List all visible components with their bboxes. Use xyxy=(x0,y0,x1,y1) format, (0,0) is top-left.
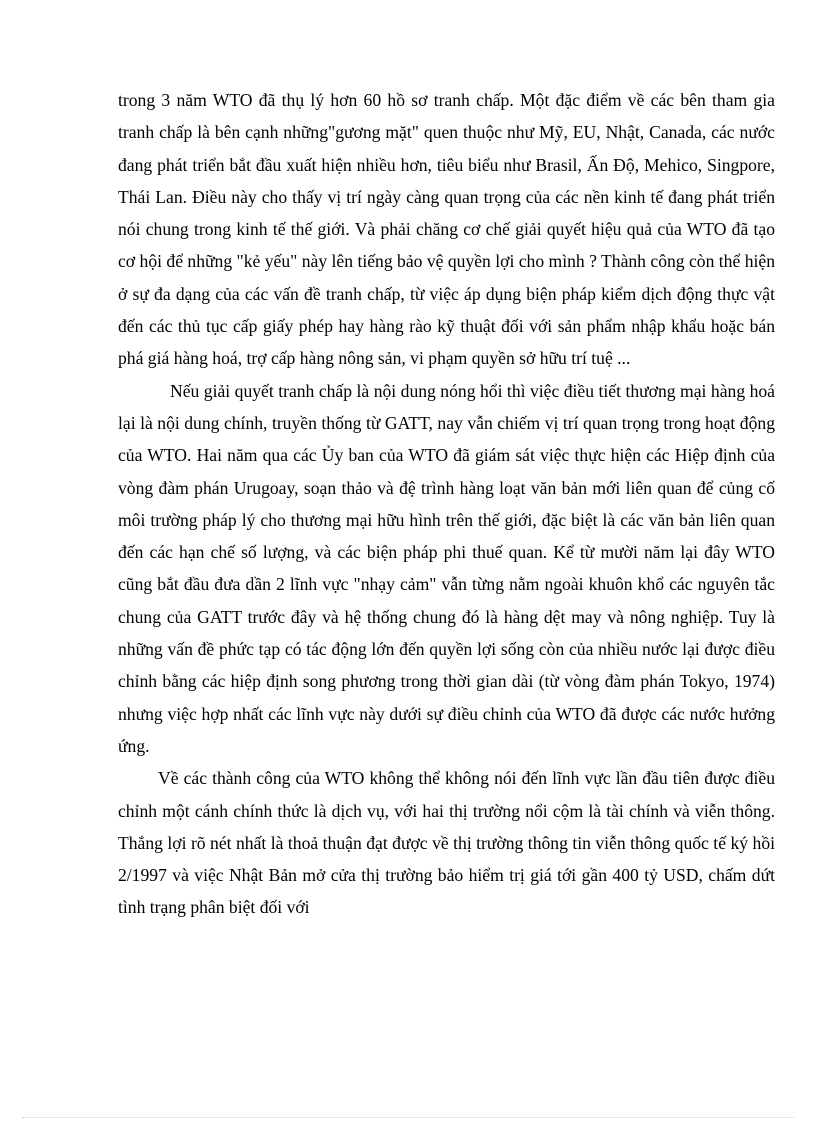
paragraph-3: Về các thành công của WTO không thể không nói đến lĩnh vực lần đầu tiên được điều chỉnh một cánh chính thức là dịch vụ, với hai thị trường nổi cộm là tài chính và viễn thông. Thắng lợi rõ nét nhất là thoả thuận đạt được về thị trường thông tin viễn thông quốc tế ký hồi 2/1997 và việc Nhật Bản mở cửa thị trường bảo hiểm trị giá tới gần 400 tỷ USD, chấm dứt tình trạng phân biệt đối với xyxy=(118,768,775,918)
paragraph-1: trong 3 năm WTO đã thụ lý hơn 60 hồ sơ tranh chấp. Một đặc điểm về các bên tham gia tranh chấp là bên cạnh những"gương mặt" quen thuộc như Mỹ, EU, Nhật, Canada, các nước đang phát triển bắt đầu xuất hiện nhiều hơn, tiêu biểu như Brasil, Ấn Độ, Mehico, Singpore, Thái Lan. Điều này cho thấy vị trí ngày càng quan trọng của các nền kinh tế đang phát triển nói chung trong kinh tế thế giới. Và phải chăng cơ chế giải quyết hiệu quả của WTO đã tạo cơ hội để những "kẻ yếu" này lên tiếng bảo vệ quyền lợi cho mình ? Thành công còn thể hiện ở sự đa dạng của các vấn đề tranh chấp, từ việc áp dụng biện pháp kiểm dịch động thực vật đến các thủ tục cấp giấy phép hay hàng rào kỹ thuật đối với sản phẩm nhập khẩu hoặc bán phá giá hàng hoá, trợ cấp hàng nông sản, vi phạm quyền sở hữu trí tuệ ... xyxy=(118,90,775,369)
body-text xyxy=(118,84,775,924)
page-bottom-edge xyxy=(22,1117,794,1118)
paragraph-2: Nếu giải quyết tranh chấp là nội dung nóng hổi thì việc điều tiết thương mại hàng hoá lại là nội dung chính, truyền thống từ GATT, nay vẫn chiếm vị trí quan trọng trong hoạt động của WTO. Hai năm qua các Ủy ban của WTO đã giám sát việc thực hiện các Hiệp định của vòng đàm phán Urugoay, soạn thảo và đệ trình hàng loạt văn bản mới liên quan để củng cố môi trường pháp lý cho thương mại hữu hình trên thế giới, đặc biệt là các văn bản liên quan đến các hạn chế số lượng, và các biện pháp phi thuế quan. Kể từ mười năm lại đây WTO cũng bắt đầu đưa dần 2 lĩnh vực "nhạy cảm" vẫn từng nằm ngoài khuôn khổ các nguyên tắc chung của GATT trước đây và hệ thống chung đó là hàng dệt may và nông nghiệp. Tuy là những vấn đề phức tạp có tác động lớn đến quyền lợi sống còn của nhiều nước lại được điều chỉnh bằng các hiệp định song phương trong thời gian dài (từ vòng đàm phán Tokyo, 1974) nhưng việc hợp nhất các lĩnh vực này dưới sự điều chỉnh của WTO đã được các nước hưởng ứng. xyxy=(118,380,775,756)
